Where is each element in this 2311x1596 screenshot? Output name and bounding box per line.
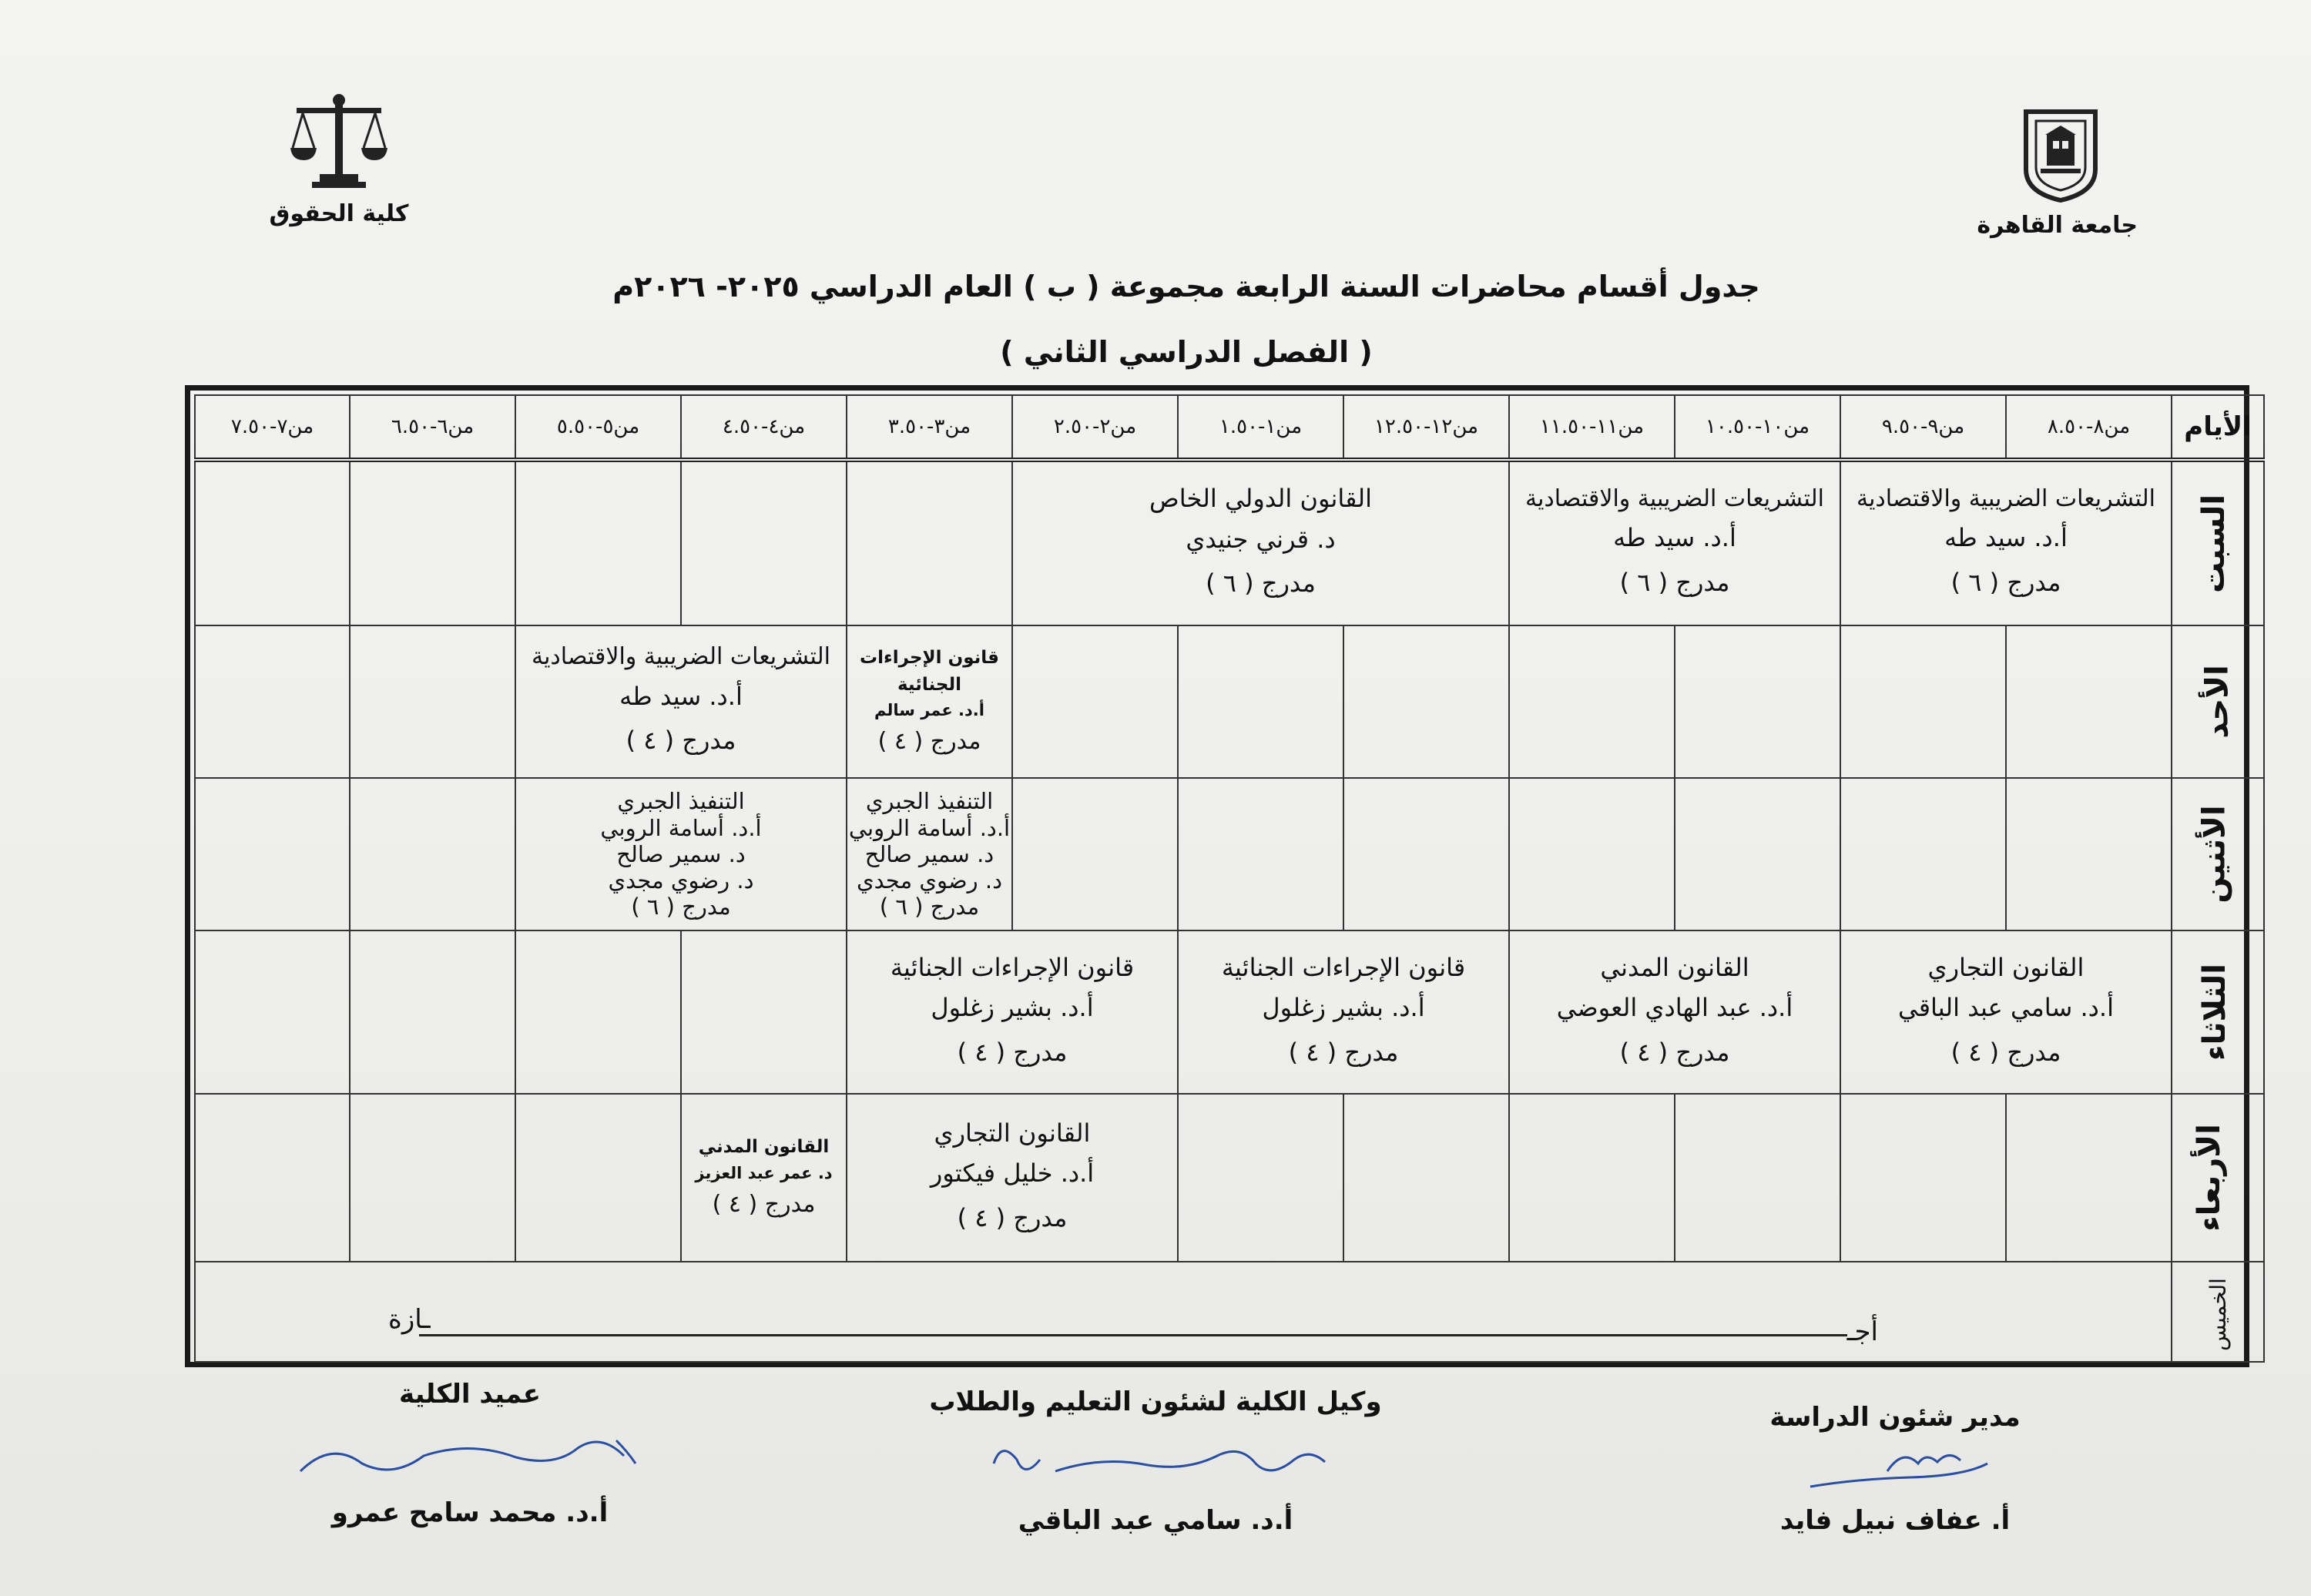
lecture-hall: مدرج ( ٤ ) <box>877 727 981 755</box>
signature-name: أ.د. محمد سامح عمرو <box>331 1497 609 1528</box>
lecture-cell <box>1840 460 2172 625</box>
days-header: الأيام <box>2172 395 2264 460</box>
time-slot: من٦-٦.٥٠ <box>350 395 515 460</box>
signature-name: أ.د. سامي عبد الباقي <box>1018 1505 1293 1536</box>
lecture-instructor: أ.د. سامي عبد الباقي <box>1898 993 2114 1022</box>
lecture-cell <box>1012 460 1509 625</box>
lecture-cell <box>515 778 847 930</box>
time-slot: من٥-٥.٥٠ <box>515 395 681 460</box>
lecture-instructor: أ.د. عبد الهادي العوضي <box>1556 993 1793 1022</box>
empty-cell <box>515 1094 681 1262</box>
signature-name: أ. عفاف نبيل فايد <box>1779 1505 2011 1536</box>
lecture-instructor: أ.د. خليل فيكتور <box>930 1158 1095 1188</box>
lecture-subject: التنفيذ الجبري <box>865 788 994 815</box>
lecture-hall: مدرج ( ٤ ) <box>1950 1037 2061 1067</box>
lecture-hall: مدرج ( ٦ ) <box>631 894 731 920</box>
lecture-hall: مدرج ( ٦ ) <box>1950 567 2061 597</box>
lecture-instructor: د. قرني جنيدي <box>1186 524 1336 554</box>
row-thursday <box>195 1262 2264 1362</box>
lecture-instructor: أ.د. أسامة الروبي <box>848 814 1011 841</box>
lecture-subject: التشريعات الضريبية والاقتصادية <box>1857 484 2155 512</box>
lecture-instructor: أ.د. سيد طه <box>1613 523 1736 553</box>
empty-cell <box>1343 1094 1509 1262</box>
time-slot: من١٢-١٢.٥٠ <box>1343 395 1509 460</box>
lecture-subject: قانون الإجراءات الجنائية <box>1221 952 1466 982</box>
lecture-cell <box>681 1094 847 1262</box>
lecture-subject: القانون التجاري <box>1927 952 2085 982</box>
day-cell: الثلاثاء <box>2172 930 2264 1094</box>
holiday-label-start: أجـ <box>1846 1316 1878 1347</box>
empty-cell <box>1675 778 1840 930</box>
time-slot: من٢-٢.٥٠ <box>1012 395 1178 460</box>
empty-cell <box>681 460 847 625</box>
lecture-hall: مدرج ( ٦ ) <box>1206 568 1316 598</box>
lecture-subject: القانون المدني <box>698 1137 830 1158</box>
empty-cell <box>350 625 515 778</box>
holiday-cell <box>195 1262 2172 1362</box>
day-cell: الخميس <box>2172 1262 2264 1362</box>
time-slot: من١-١.٥٠ <box>1178 395 1343 460</box>
empty-cell <box>350 460 515 625</box>
lecture-subject: القانون المدني <box>1600 952 1749 982</box>
lecture-cell <box>1509 460 1840 625</box>
lecture-subject: التشريعات الضريبية والاقتصادية <box>1525 484 1824 512</box>
empty-cell <box>681 930 847 1094</box>
holiday-label-end: ـازة <box>388 1304 431 1335</box>
time-slot: من١١-١١.٥٠ <box>1509 395 1675 460</box>
lecture-instructor: أ.د. بشير زغلول <box>1262 993 1425 1022</box>
lecture-cell <box>1509 930 1840 1094</box>
row-wednesday <box>195 1094 2264 1262</box>
lecture-cell <box>1840 930 2172 1094</box>
day-cell: الأثنين <box>2172 778 2264 930</box>
lecture-hall: مدرج ( ٤ ) <box>1619 1037 1730 1067</box>
lecture-subject: قانون الإجراءات الجنائية <box>860 648 999 695</box>
empty-cell <box>2006 625 2172 778</box>
empty-cell <box>1509 778 1675 930</box>
document-subtitle: ( الفصل الدراسي الثاني ) <box>1000 335 1373 369</box>
day-cell: الأحد <box>2172 625 2264 778</box>
handwritten-signature <box>863 1417 1448 1505</box>
lecture-hall: مدرج ( ٦ ) <box>879 894 980 920</box>
scales-of-justice-icon <box>289 92 389 193</box>
lecture-subject: قانون الإجراءات الجنائية <box>890 952 1135 982</box>
university-crest-icon <box>2014 104 2107 204</box>
header-row <box>195 395 2264 460</box>
lecture-cell <box>847 778 1012 930</box>
lecture-instructor: أ.د. بشير زغلول <box>931 993 1094 1022</box>
empty-cell <box>195 778 350 930</box>
empty-cell <box>1840 625 2006 778</box>
signature-block-studies-director <box>1679 1402 2111 1536</box>
day-cell: الأربعاء <box>2172 1094 2264 1262</box>
lecture-subject: التنفيذ الجبري <box>617 788 745 815</box>
lecture-hall: مدرج ( ٤ ) <box>1288 1037 1399 1067</box>
signature-title: وكيل الكلية لشئون التعليم والطلاب <box>929 1386 1382 1417</box>
lecture-instructor: د. سمير صالح <box>864 840 995 867</box>
signature-block-vice-dean <box>863 1386 1448 1536</box>
lecture-hall: مدرج ( ٤ ) <box>626 726 736 756</box>
empty-cell <box>195 625 350 778</box>
signature-title: مدير شئون الدراسة <box>1769 1402 2021 1433</box>
lecture-cell <box>847 625 1012 778</box>
lecture-cell <box>847 1094 1178 1262</box>
empty-cell <box>1012 778 1178 930</box>
lecture-hall: مدرج ( ٦ ) <box>1619 567 1730 597</box>
time-slot: من٣-٣.٥٠ <box>847 395 1012 460</box>
lecture-subject: القانون التجاري <box>934 1118 1091 1148</box>
empty-cell <box>1675 625 1840 778</box>
day-cell: السبت <box>2172 460 2264 625</box>
handwritten-signature <box>254 1410 686 1497</box>
lecture-cell <box>847 930 1178 1094</box>
document-title: جدول أقسام محاضرات السنة الرابعة مجموعة ( ب ) العام الدراسي ٢٠٢٥- ٢٠٢٦م <box>612 270 1760 303</box>
empty-cell <box>1675 1094 1840 1262</box>
empty-cell <box>350 930 515 1094</box>
empty-cell <box>195 1094 350 1262</box>
empty-cell <box>1840 778 2006 930</box>
empty-cell <box>1178 625 1343 778</box>
lecture-instructor: أ.د. أسامة الروبي <box>600 814 762 841</box>
lecture-hall: مدرج ( ٤ ) <box>712 1190 816 1218</box>
empty-cell <box>195 930 350 1094</box>
empty-cell <box>847 460 1012 625</box>
empty-cell <box>2006 1094 2172 1262</box>
row-sunday <box>195 625 2264 778</box>
empty-cell <box>1343 625 1509 778</box>
row-monday <box>195 778 2264 930</box>
university-logo <box>1977 104 2138 258</box>
time-slot: من٨-٨.٥٠ <box>2006 395 2172 460</box>
empty-cell <box>350 778 515 930</box>
row-saturday <box>195 460 2264 625</box>
lecture-instructor: أ.د. سيد طه <box>1944 523 2068 553</box>
time-slot: من٩-٩.٥٠ <box>1840 395 2006 460</box>
lecture-subject: القانون الدولي الخاص <box>1149 484 1372 514</box>
signature-block-dean <box>254 1379 686 1528</box>
faculty-logo <box>262 92 416 246</box>
empty-cell <box>515 930 681 1094</box>
lecture-cell <box>1178 930 1509 1094</box>
empty-cell <box>1509 625 1675 778</box>
lecture-hall: مدرج ( ٤ ) <box>957 1037 1068 1067</box>
lecture-instructor: د. رضوي مجدي <box>608 867 754 894</box>
faculty-name: كلية الحقوق <box>269 200 409 227</box>
lecture-instructor: د. رضوي مجدي <box>856 867 1003 894</box>
empty-cell <box>350 1094 515 1262</box>
empty-cell <box>195 460 350 625</box>
handwritten-signature <box>1679 1433 2111 1505</box>
empty-cell <box>2006 778 2172 930</box>
empty-cell <box>1840 1094 2006 1262</box>
empty-cell <box>515 460 681 625</box>
lecture-instructor: أ.د. عمر سالم <box>874 701 984 720</box>
lecture-instructor: أ.د. سيد طه <box>619 681 743 711</box>
lecture-cell <box>515 625 847 778</box>
time-slot: من٤-٤.٥٠ <box>681 395 847 460</box>
empty-cell <box>1178 1094 1343 1262</box>
time-slot: من١٠-١٠.٥٠ <box>1675 395 1840 460</box>
empty-cell <box>1509 1094 1675 1262</box>
lecture-instructor: د. عمر عبد العزيز <box>695 1163 833 1182</box>
empty-cell <box>1012 625 1178 778</box>
university-name: جامعة القاهرة <box>1977 212 2138 239</box>
holiday-line <box>419 1334 1847 1336</box>
empty-cell <box>1343 778 1509 930</box>
row-tuesday <box>195 930 2264 1094</box>
lecture-hall: مدرج ( ٤ ) <box>957 1202 1068 1232</box>
time-slot: من٧-٧.٥٠ <box>195 395 350 460</box>
empty-cell <box>1178 778 1343 930</box>
signature-title: عميد الكلية <box>399 1379 541 1410</box>
lecture-subject: التشريعات الضريبية والاقتصادية <box>532 643 830 671</box>
schedule-table <box>194 394 2265 1363</box>
lecture-instructor: د. سمير صالح <box>616 840 746 867</box>
